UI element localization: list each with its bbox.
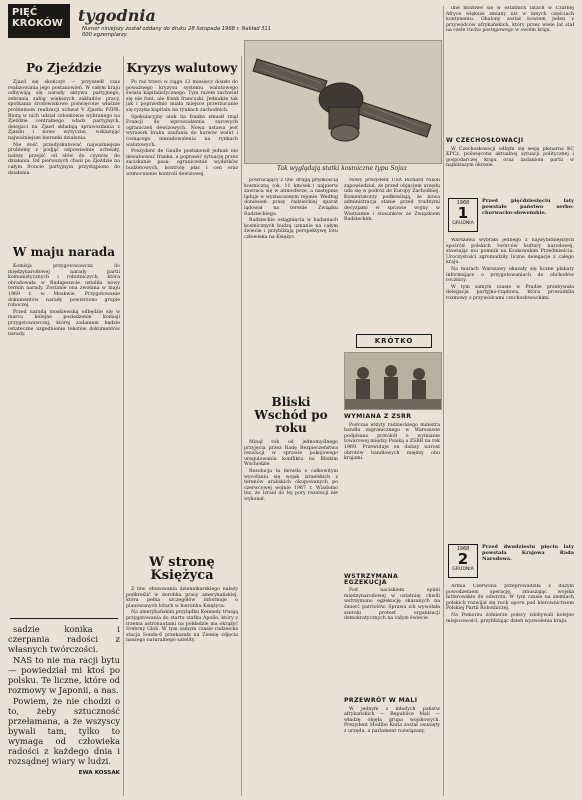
column-divider: [443, 6, 444, 796]
wymiana-headline: WYMIANA Z ZSRR: [344, 413, 412, 420]
date-month: GRUDNIA: [452, 567, 474, 572]
photo-caption: Tak wyglądają statki kosmiczne typu Sojuz: [276, 165, 408, 172]
column-divider: [241, 56, 242, 796]
article-date2-body: [446, 584, 574, 796]
article-w-maju: [8, 242, 120, 612]
paragraph: sadzie konika i czerpania radości z własnych twórczości.: [8, 624, 120, 654]
article-krotko: [344, 410, 440, 560]
date-box-2: [448, 544, 478, 578]
date-day: 2: [457, 550, 469, 568]
date-month: GRUDNIA: [452, 221, 474, 226]
paragraph: Z tzw. obozowania dziennikarskiego należy podkreślić w dorobku prasy amerykańskiej, która pełna szczegółów informuje o planowanych lotach w kierunku Księżyca.: [126, 587, 238, 609]
headline-kryzys: Kryzys walutowy: [126, 61, 238, 75]
paragraph: Po raz trzeci w ciągu 12 miesięcy doszło do poważnego kryzysu systemu walutowego świata kapitalistycznego. Tym razem zachwiał się nie funt, ale frank francuski. Jednakże tak jak i poprzednio miała miejsce przerzucanie się ryzyka kapitału na rynkach zachodnich.: [126, 80, 238, 113]
paragraph: Radzieckie osiągnięcia w badaniach kosmicznych budzą uznanie na całym świecie i przybliżają perspektywę lotu człowieka na Księżyc.: [244, 218, 338, 240]
headline-w-maju: W maju narada: [12, 245, 116, 259]
krotko-header: KRÓTKO: [356, 334, 432, 348]
issue-info: Numer niniejszy został oddany do druku 28 listopada 1968 r. Nakład 311 000 egzemplarzy.: [82, 26, 272, 38]
article-date1-body: [446, 238, 574, 538]
paragraph: Nowy prezydent USA Richard Nixon zapowiedział, że przed objęciem urzędu uda się w podróż do Europy Zachodniej. Komentatorzy podkreślają, że nowa administracja stanie przed trudnymi decyzjami w sprawie wojny w Wietnamie i stosunków ze Związkiem Radzieckim.: [344, 178, 440, 223]
headline-po-zjezdzie: Po Zjeździe: [26, 61, 102, 75]
divider: [10, 618, 118, 619]
wstrzymana-headline: WSTRZYMANA EGZEKUCJA: [344, 573, 399, 586]
paragraph: Na Pomorzu żołnierze polscy zdobywali kolejne miejscowości, przybliżając dzień wyzwolenia kraju.: [446, 612, 574, 624]
paragraph: Zjazd się skończył — przyszedł czas realizowania jego postanowień. W całym kraju odbywają się narady aktywu partyjnego, zebrania załóg większych zakładów pracy, spotkania środowiskowe poświęcone właśnie problemom realizacji uchwał V Zjazdu PZPR. Biorą w nich udział członkowie wybranego na Zjeździe centralnego władz partyjnych, delegaci na Zjazd składają sprawozdania z Zjazdu i nowe wytyczne, wskazując najważniejsze kierunki działania.: [8, 80, 120, 141]
spacecraft-illustration: [245, 41, 441, 163]
paragraph: W jednym z młodych państw afrykańskich — Republice Mali — władzę objęła grupa wojskowych. Prezydent Modibo Keita został usunięty z urzędu, a parlament rozwiązany.: [344, 706, 440, 734]
article-nixon: [344, 178, 440, 328]
paragraph: Przed dwudziestu pięciu laty powstała Krajowa Rada Narodowa.: [482, 544, 574, 562]
przewrot-headline: PRZEWRÓT W MALI: [344, 697, 418, 704]
paragraph: Prezydent de Gaulle postanowił jednak nie dewaluować franka, a poprawić sytuację przez zaciskanie pasa: ograniczenie wydatków budżetowych, kontrolę płac i cen oraz wzmocnienie kontroli dewizowej.: [126, 149, 238, 177]
article-left-bottom: [8, 624, 120, 796]
article-czechoslowacja: [446, 134, 574, 192]
headline-bliski: Bliski Wschód po roku: [254, 395, 328, 435]
paragraph: Na amerykańskim przylądku Kennedy trwają przygotowania do startu statku Apollo, który z trzema astronautami na pokładzie ma okrążyć Srebrny Glob. W tym samym czasie radziecka stacja Sonda-6 przekazała na Ziemię zdjęcia naszego naturalnego satelity.: [126, 610, 238, 644]
paragraph: W tym samym czasie w Pradze przebywała delegacja partyjno-rządowa, która prowadziła rozmowy z przywódcami czechosłowackimi.: [446, 284, 574, 301]
date-year: 1968: [456, 546, 470, 552]
article-bliski: [244, 392, 338, 796]
date2-lead: [482, 544, 574, 580]
article-top-right: [446, 6, 574, 130]
paragraph: Warszawa wybrała jednego z najwybitniejszych spośród polskich twórców kultury narodowej, stawiając mu pomnik na Krakowskim Przedmieściu. Uroczystości zgromadziły liczne delegacje z całego kraju.: [446, 238, 574, 266]
paragraph: Przed naradą moskiewską odbędzie się w marcu kolejne posiedzenie komisji przygotowawczej, której zadaniem będzie ostateczne uzgodnienie tekstów dokumentów narady.: [8, 309, 120, 338]
paragraph: W Czechosłowacji odbyła się sesja plenarna KC KPCz, poświęcona aktualnej sytuacji politycznej i gospodarczej kraju oraz zadaniom partii w najbliższym okresie.: [446, 146, 574, 169]
author-signature: EWA KOSSAK: [78, 770, 120, 776]
column-divider: [123, 56, 124, 796]
date-year: 1968: [456, 200, 470, 206]
paragraph: powracający z tzw. drugą prędkością kosmiczną (ok. 11 km/sek.) najpierw zawraca się w atmosferze, a następnie ląduje w wyznaczonym rejonie. Według doniesień prasy radzieckiej aparat lądował na terenie Związku Radzieckiego.: [244, 178, 338, 217]
sojuz-spacecraft-photo: [244, 40, 442, 164]
paragraph: Rezolucja ta mówiła o całkowitym wycofaniu się wojsk izraelskich z terenów arabskich okupowanych po czerwcowej wojnie 1967 r. Wiadomo tez, że Izrael do tej pory rezolucji nie wykonał.: [244, 468, 338, 502]
paragraph: Minął rok od jednomyślnego przyjęcia przez Radę Bezpieczeństwa rezolucji w sprawie pokojowego uregulowania konfliktu na Bliskim Wschodzie.: [244, 440, 338, 468]
headline-w-strone: W stronę Księżyca: [149, 555, 215, 583]
meeting-illustration: [345, 353, 441, 409]
paragraph: Podczas wizyty radzieckiego ministra handlu zagranicznego w Warszawie podpisano protokół o wymianie towarowej między Polską a ZSRR na rok 1969. Przewiduje on dalszy wzrost obrotów handlowych między obu krajami.: [344, 422, 440, 462]
article-wstrzymana: [344, 570, 440, 690]
article-po-zjezdzie: [8, 58, 120, 238]
section-logo: PIĘĆ KROKÓW: [8, 4, 70, 38]
paragraph: Spekulacyjny atak na franka zmusił rząd Francji do wprowadzenia surowych ograniczeń dewizowych. Nowa ustawa jest wyrazem braku zaufania do kursów walut i rosnącego niezadowolenia na rynkach walutowych.: [126, 114, 238, 148]
date-day: 1: [457, 204, 469, 222]
article-w-strone: [126, 552, 238, 796]
paragraph: Pod naciskiem opinii międzynarodowej w ostatniej chwili wstrzymano egzekucję skazanych na śmierć patriotów. Sprawa ich wywołała szeroki protest organizacji demokratycznych na całym świecie.: [344, 588, 440, 622]
paragraph: Nie dość przedyskutować najważniejsze problemy z podjąć odpowiednie uchwały, należy przejść od słów do czynów, do działania. Od pierwszych chwil po Zjeździe na całym froncie partyjnym przystąpiono do działania.: [8, 142, 120, 176]
date1-lead: [482, 198, 574, 234]
wymiana-photo: [344, 352, 442, 410]
paragraph: Powiem, że nie chodzi o to, żeby sztuczność przełamana, a że wszyscy bywali tam, tylko to wymaga od człowieka radości z każdego dnia i rozsądnej wiary w ludzi.: [8, 696, 120, 766]
article-kryzys: [126, 58, 238, 548]
date-box-1: [448, 198, 478, 232]
paragraph: Komisja przygotowawcza do międzynarodowej narady partii komunistycznych i robotniczych, która obradowała w Budapeszcie ustaliła nowy termin narady. Zostanie ona zwołana w maju 1969 r. w Moskwie. Przygotowanie dokumentów narady powierzono grupie roboczej.: [8, 264, 120, 309]
paragraph: Armia Czerwona przeprowadziła z dużym powodzeniem operację, zmuszając wojska hitlerowskie do odwrotu. W tym czasie na ziemiach polskich rozwijał się ruch oporu pod kierownictwem Polskiej Partii Robotniczej.: [446, 584, 574, 612]
paragraph: ilne możliwe się w ostatnich latach w Czarnej Afryce większe zmiany niż w innych częściach kontynentu. Obalony został bowiem jeden z przywódców afrykańskich, który przez wiele lat stał na czele ruchu postępowego w swoim kraju.: [446, 6, 574, 34]
czechoslowacja-headline: W CZECHOSŁOWACJI: [446, 137, 524, 144]
paragraph: NAS to nie ma racji bytu — powiedział mi ktoś po polsku. Te liczne, które od rozmowy w Japonii, a nas.: [8, 655, 120, 695]
section-brand: tygodnia: [78, 6, 156, 25]
paragraph: Na murach Warszawy ukazały się liczne plakaty informujące o przygotowaniach do obchodów rocznicy.: [446, 266, 574, 284]
paragraph: Przed pięćdziesięciu laty powstało państwo serbo-chorwacko-słoweńskie.: [482, 198, 574, 216]
article-przewrot: [344, 694, 440, 796]
